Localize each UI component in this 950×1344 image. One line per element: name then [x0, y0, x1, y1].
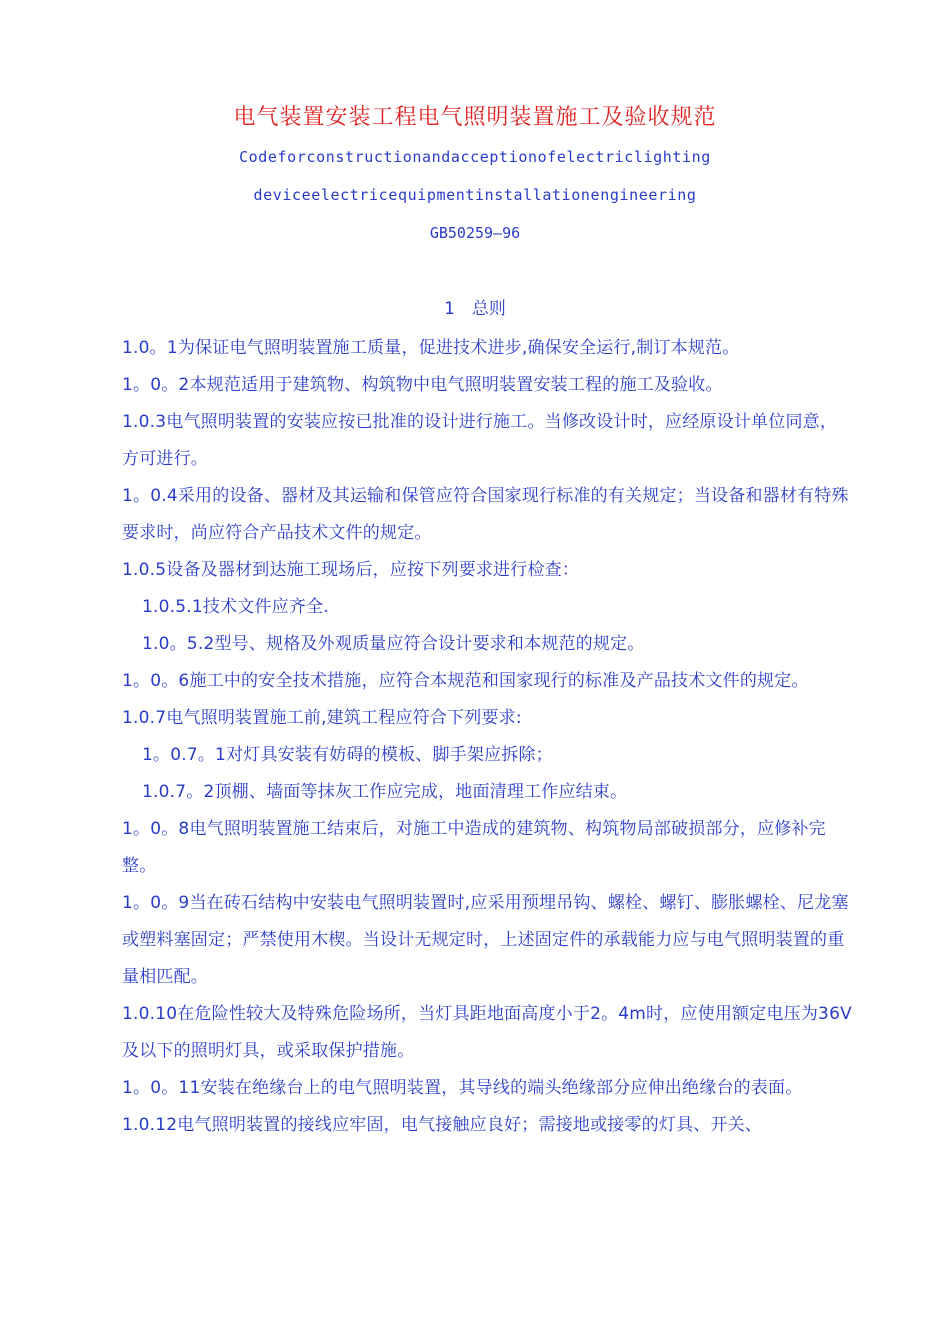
clause-1-0-9: 1。0。9当在砖石结构中安装电气照明装置时,应采用预埋吊钩、螺栓、螺钉、膨胀螺栓、尼龙塞或塑料塞固定；严禁使用木楔。当设计无规定时，上述固定件的承载能力应与电气照明装置的重量相匹配。: [122, 893, 849, 987]
clause-1-0-5-1: 1.0.5.1技术文件应齐全.: [142, 597, 329, 617]
section-heading: 1 总则: [444, 299, 506, 319]
clause-1-0-7-1: 1。0.7。1对灯具安装有妨碍的模板、脚手架应拆除；: [142, 745, 553, 765]
clause-1-0-3: 1.0.3电气照明装置的安装应按已批准的设计进行施工。当修改设计时，应经原设计单位同意，方可进行。: [122, 412, 838, 469]
clause-1-0-12: 1.0.12电气照明装置的接线应牢固，电气接触应良好；需接地或接零的灯具、开关、: [122, 1115, 763, 1135]
document-title: 电气装置安装工程电气照明装置施工及验收规范: [233, 105, 717, 130]
clause-1-0-10: 1.0.10在危险性较大及特殊危险场所，当灯具距地面高度小于2。4m时，应使用额定电压为36V及以下的照明灯具，或采取保护措施。: [122, 1004, 852, 1061]
english-title-line-2: deviceelectricequipmentinstallationengineering: [253, 186, 697, 204]
clause-1-0-5-2: 1.0。5.2型号、规格及外观质量应符合设计要求和本规范的规定。: [142, 634, 645, 654]
standard-code: GB50259—96: [429, 224, 521, 242]
clause-1-0-1: 1.0。1为保证电气照明装置施工质量，促进技术进步,确保安全运行,制订本规范。: [122, 338, 740, 358]
clause-1-0-2: 1。0。2本规范适用于建筑物、构筑物中电气照明装置安装工程的施工及验收。: [122, 375, 723, 395]
clause-1-0-4: 1。0.4采用的设备、器材及其运输和保管应符合国家现行标准的有关规定；当设备和器材有特殊要求时，尚应符合产品技术文件的规定。: [122, 486, 849, 543]
clause-1-0-6: 1。0。6施工中的安全技术措施，应符合本规范和国家现行的标准及产品技术文件的规定。: [122, 671, 809, 691]
clause-1-0-5: 1.0.5设备及器材到达施工现场后，应按下列要求进行检查：: [122, 560, 580, 580]
clause-1-0-7-2: 1.0.7。2顶棚、墙面等抹灰工作应完成，地面清理工作应结束。: [142, 782, 628, 802]
clause-1-0-8: 1。0。8电气照明装置施工结束后，对施工中造成的建筑物、构筑物局部破损部分，应修补完整。: [122, 819, 826, 876]
english-title-line-1: Codeforconstructionandacceptionofelectriclighting: [239, 148, 711, 166]
clause-list: [122, 330, 852, 1144]
clause-1-0-7: 1.0.7电气照明装置施工前,建筑工程应符合下列要求:: [122, 708, 522, 728]
clause-1-0-11: 1。0。11安装在绝缘台上的电气照明装置，其导线的端头绝缘部分应伸出绝缘台的表面。: [122, 1078, 803, 1098]
